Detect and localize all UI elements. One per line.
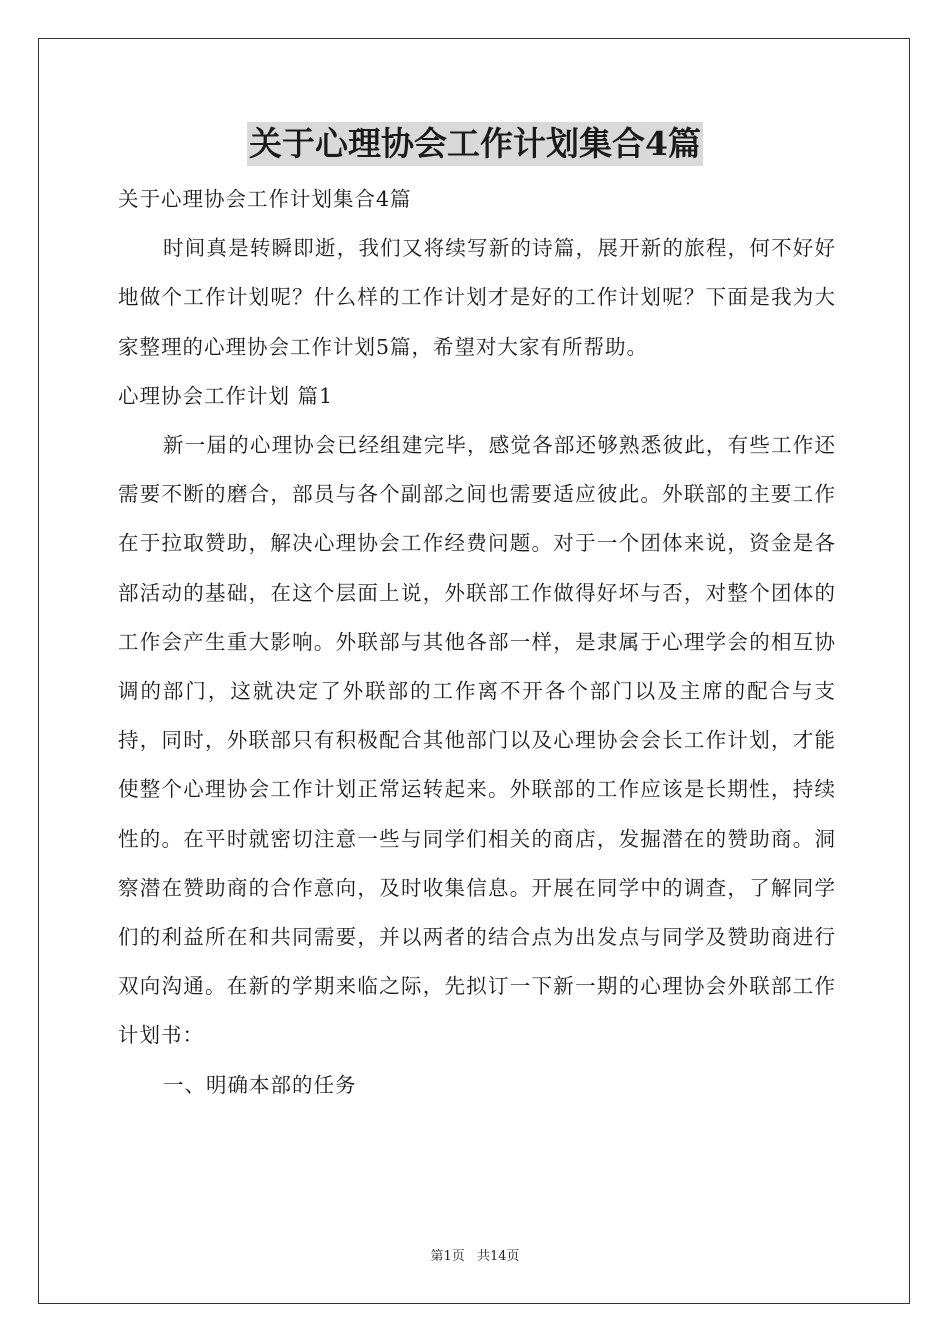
document-body [118,175,836,1110]
document-title-text: 关于心理协会工作计划集合4篇 [247,122,703,166]
body-paragraph-plan-1: 新一届的心理协会已经组建完毕，感觉各部还够熟悉彼此，有些工作还需要不断的磨合，部员与各个副部之间也需要适应彼此。外联部的主要工作在于拉取赞助，解决心理协会工作经费问题。对于一个团体来说，资金是各部活动的基础，在这个层面上说，外联部工作做得好坏与否，对整个团体的工作会产生重大影响。外联部与其他各部一样，是隶属于心理学会的相互协调的部门，这就决定了外联部的工作离不开各个部门以及主席的配合与支持，同时，外联部只有积极配合其他部门以及心理协会会长工作计划，才能使整个心理协会工作计划正常运转起来。外联部的工作应该是长期性，持续性的。在平时就密切注意一些与同学们相关的商店，发掘潜在的赞助商。洞察潜在赞助商的合作意向，及时收集信息。开展在同学中的调查，了解同学们的利益所在和共同需要，并以两者的结合点为出发点与同学及赞助商进行双向沟通。在新的学期来临之际，先拟订一下新一期的心理协会外联部工作计划书： [118,433,836,1048]
body-paragraph-subtitle: 关于心理协会工作计划集合4篇 [118,187,412,211]
section-heading-task: 一、明确本部的任务 [163,1072,357,1097]
document-title [0,122,950,166]
body-paragraph-intro: 时间真是转瞬即逝，我们又将续写新的诗篇，展开新的旅程，何不好好地做个工作计划呢？什么样的工作计划才是好的工作计划呢？下面是我为大家整理的心理协会工作计划5篇，希望对大家有所帮助。 [118,236,836,359]
page-total: 共14页 [476,1249,520,1264]
page-number: 第1页 [430,1249,465,1264]
section-heading-plan-1: 心理协会工作计划 篇1 [118,383,334,408]
page-footer [0,1248,950,1266]
